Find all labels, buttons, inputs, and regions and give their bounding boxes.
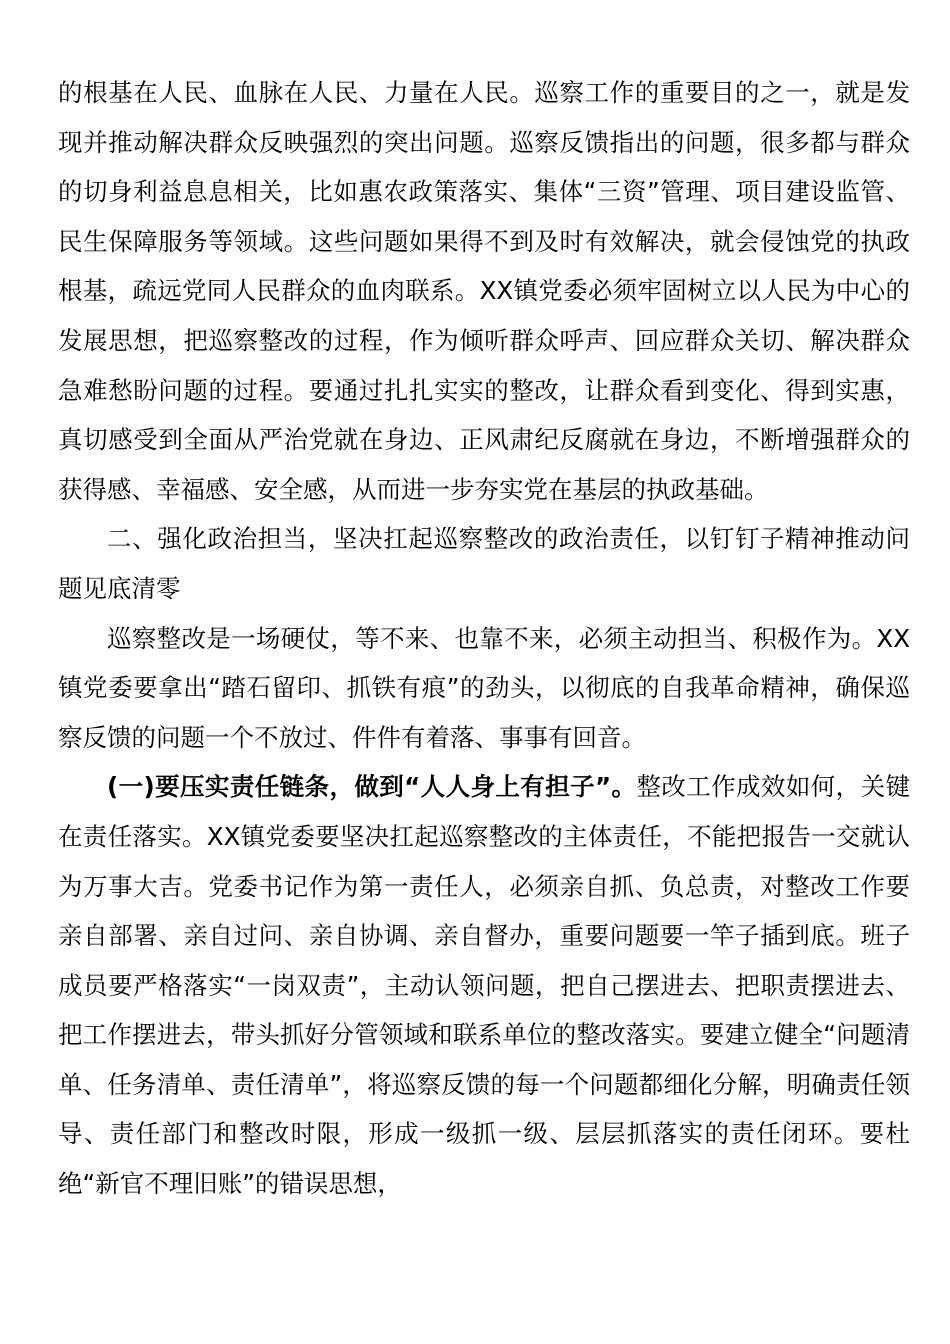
paragraph-responsibility-chain — [58, 762, 910, 1208]
paragraph-people-foundation: 的根基在人民、血脉在人民、力量在人民。巡察工作的重要目的之一，就是发现并推动解决群众反映强烈的突出问题。巡察反馈指出的问题，很多都与群众的切身利益息息相关，比如惠农政策落实、集体“三资”管理、项目建设监管、民生保障服务等领域。这些问题如果得不到及时有效解决，就会侵蚀党的执政根基，疏远党同人民群众的血肉联系。XX镇党委必须牢固树立以人民为中心的发展思想，把巡察整改的过程，作为倾听群众呼声、回应群众关切、解决群众急难愁盼问题的过程。要通过扎扎实实的整改，让群众看到变化、得到实惠，真切感受到全面从严治党就在身边、正风肃纪反腐就在身边，不断增强群众的获得感、幸福感、安全感，从而进一步夯实党在基层的执政基础。 — [58, 78, 910, 504]
subheading-responsibility-chain: (一)要压实责任链条，做到“人人身上有担子”。 — [107, 772, 637, 802]
section-heading-political-responsibility: 二、强化政治担当，坚决扛起巡察整改的政治责任，以钉钉子精神推动问题见底清零 — [58, 524, 910, 603]
document-page — [58, 68, 910, 1209]
paragraph-rectification-battle: 巡察整改是一场硬仗，等不来、也靠不来，必须主动担当、积极作为。XX镇党委要拿出“踏石留印、抓铁有痕”的劲头，以彻底的自我革命精神，确保巡察反馈的问题一个不放过、件件有着落、事事有回音。 — [58, 623, 910, 752]
paragraph-responsibility-chain-body: 整改工作成效如何，关键在责任落实。XX镇党委要坚决扛起巡察整改的主体责任，不能把报告一交就认为万事大吉。党委书记作为第一责任人，必须亲自抓、负总责，对整改工作要亲自部署、亲自过问、亲自协调、亲自督办，重要问题要一竿子插到底。班子成员要严格落实“一岗双责”，主动认领问题，把自己摆进去、把职责摆进去、把工作摆进去，带头抓好分管领域和联系单位的整改落实。要建立健全“问题清单、任务清单、责任清单”，将巡察反馈的每一个问题都细化分解，明确责任领导、责任部门和整改时限，形成一级抓一级、层层抓落实的责任闭环。要杜绝“新官不理旧账”的错误思想， — [58, 772, 910, 1199]
